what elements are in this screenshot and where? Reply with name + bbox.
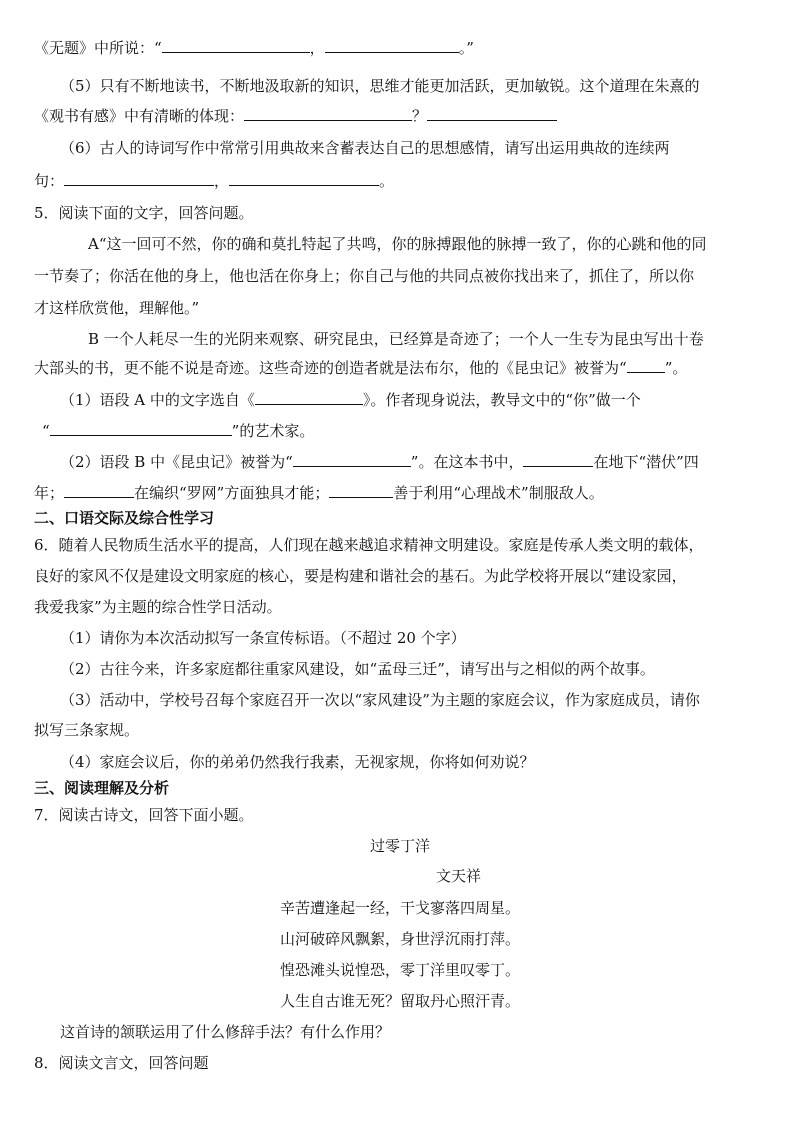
answer-blank[interactable] <box>229 170 379 186</box>
q5-passage-b-line2 <box>34 357 687 378</box>
q5-text: ”。在这本书中， <box>410 453 524 471</box>
q4-item-5: （5）只有不断地读书，不断地汲取新的知识，思维才能更加活跃，更加敏锐。这个道理在朱熹的 <box>60 77 700 95</box>
q6-line1: 6．随着人民物质生活水平的提高，人们现在越来越追求精神文明建设。家庭是传承人类文明的载体， <box>34 536 704 554</box>
q5-text: 大部头的书，更不能不说是奇迹。这些奇迹的创造者就是法布尔，他的《昆虫记》被誉为“ <box>34 359 627 377</box>
q5-sub2 <box>60 451 699 472</box>
q4-item-6-cont <box>34 170 394 191</box>
q4-text: 《无题》中所说：“ <box>34 39 162 57</box>
q5-text: （1）语段 A 中的文字选自《 <box>60 391 255 409</box>
q5-sub1 <box>60 389 641 410</box>
q6-line2: 良好的家风不仅是建设文明家庭的核心，要是构建和谐社会的基石。为此学校将开展以“建设家园， <box>34 567 687 585</box>
answer-blank[interactable] <box>293 451 411 467</box>
poem-line: 人生自古谁无死？留取丹心照汗青。 <box>280 992 521 1010</box>
q4-text: 。” <box>458 39 474 57</box>
q7-question: 这首诗的颔联运用了什么修辞手法？有什么作用？ <box>60 1023 391 1041</box>
q5-text: 善于利用“心理战术”制服敌人。 <box>393 484 604 502</box>
answer-blank[interactable] <box>523 451 593 467</box>
answer-blank[interactable] <box>64 482 134 498</box>
poem-line: 惶恐滩头说惶恐，零丁洋里叹零丁。 <box>280 961 521 979</box>
q5-text: （2）语段 B 中《昆虫记》被誉为“ <box>60 453 293 471</box>
q6-sub2: （2）古往今来，许多家庭都往重家风建设，如“孟母三迁”，请写出与之相似的两个故事。 <box>60 660 655 678</box>
answer-blank[interactable] <box>627 357 665 373</box>
q5-text: 年； <box>34 484 65 502</box>
poem-line: 辛苦遭逢起一经，干戈寥落四周星。 <box>280 899 521 917</box>
q5-text: ”。 <box>664 359 688 377</box>
answer-blank[interactable] <box>162 37 310 53</box>
section-heading-reading: 三、阅读理解及分析 <box>34 779 170 797</box>
answer-blank[interactable] <box>255 389 363 405</box>
q6-sub3-cont: 拟写三条家规。 <box>34 721 140 739</box>
q4-text: ， <box>309 39 325 57</box>
poem-line: 山河破碎风飘絮，身世浮沉雨打萍。 <box>280 930 521 948</box>
q5-passage-a-line1: A“这一回可不然，你的确和莫扎特起了共鸣，你的脉搏跟他的脉搏一致了，你的心跳和他的同 <box>88 235 707 253</box>
q4-text: 《观书有感》中有清晰的体现： <box>34 107 245 125</box>
q4-item-6: （6）古人的诗词写作中常常引用典故来含蓄表达自己的思想感情，请写出运用典故的连续两 <box>60 139 670 157</box>
answer-blank[interactable] <box>329 482 393 498</box>
answer-blank[interactable] <box>427 105 557 121</box>
q4-text: ， <box>214 172 230 190</box>
answer-blank[interactable] <box>64 170 214 186</box>
q5-text: 在编织“罗网”方面独具才能； <box>134 484 330 502</box>
q7-title: 7．阅读古诗文，回答下面小题。 <box>34 806 254 824</box>
q6-line3: 我爱我家”为主题的综合性学日活动。 <box>34 598 282 616</box>
q5-text: ”的艺术家。 <box>231 422 315 440</box>
q4-text: ？ <box>412 107 428 125</box>
answer-blank[interactable] <box>50 420 232 436</box>
q6-sub3: （3）活动中，学校号召每个家庭召开一次以“家风建设”为主题的家庭会议，作为家庭成员，请你 <box>60 691 700 709</box>
q6-sub1: （1）请你为本次活动拟写一条宣传标语。（不超过 20 个字） <box>60 629 466 647</box>
q5-text: “ <box>42 422 50 440</box>
q5-passage-a-line3: 才这样欣赏他，理解他。” <box>34 299 200 317</box>
section-heading-oral: 二、口语交际及综合性学习 <box>34 509 215 527</box>
q5-sub1-cont <box>42 420 314 441</box>
q6-sub4: （4）家庭会议后，你的弟弟仍然我行我素，无视家规，你将如何劝说？ <box>60 753 535 771</box>
poem-title: 过零丁洋 <box>370 837 431 855</box>
q4-text: 。 <box>379 172 395 190</box>
answer-blank[interactable] <box>325 37 459 53</box>
q4-text: 句： <box>34 172 65 190</box>
q5-text: 在地下“潜伏”四 <box>593 453 699 471</box>
q4-line-wuti <box>34 37 474 58</box>
q5-title: 5．阅读下面的文字，回答问题。 <box>34 204 254 222</box>
q4-item-5-cont <box>34 105 557 126</box>
answer-blank[interactable] <box>244 105 412 121</box>
q5-text: 》。作者现身说法，教导文中的“你”做一个 <box>362 391 641 409</box>
q5-sub2-cont <box>34 482 604 503</box>
q5-passage-b-line1: B 一个人耗尽一生的光阴来观察、研究昆虫，已经算是奇迹了；一个人一生专为昆虫写出十卷 <box>88 330 704 348</box>
poem-author: 文天祥 <box>436 867 482 885</box>
q5-passage-a-line2: 一节奏了；你活在他的身上，他也活在你身上；你自己与他的共同点被你找出来了，抓住了，所以你 <box>34 267 695 285</box>
q8-title: 8．阅读文言文，回答问题 <box>34 1054 209 1072</box>
